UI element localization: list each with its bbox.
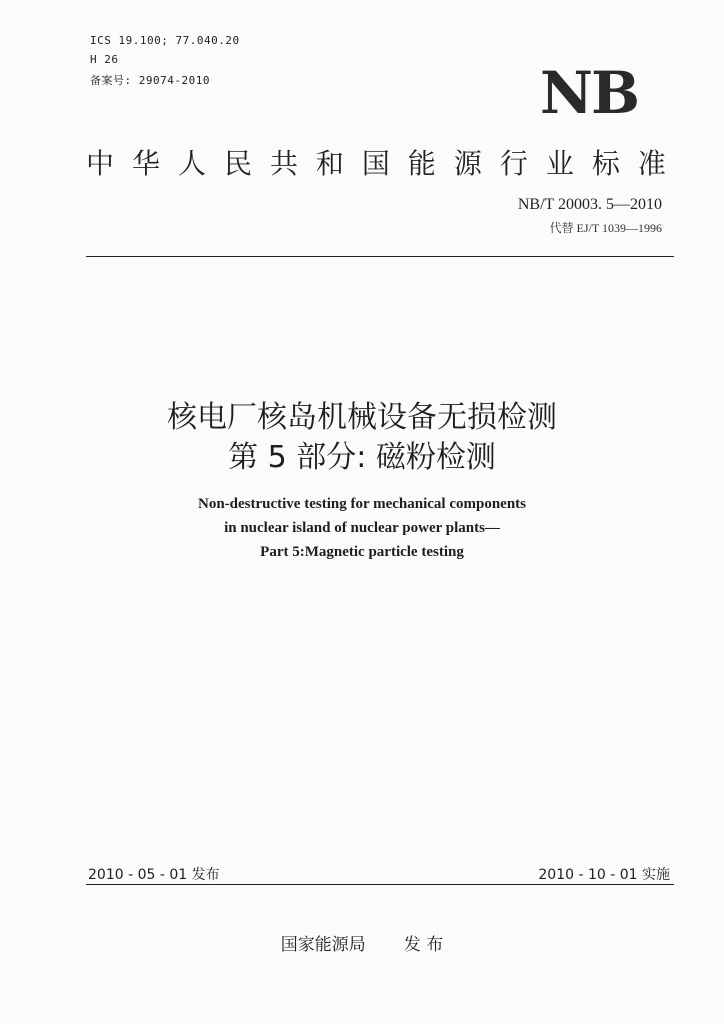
national-title-char: 民 [223, 147, 252, 180]
national-title-char: 行 [499, 147, 528, 180]
national-title-char: 业 [545, 147, 574, 180]
header-divider [86, 256, 674, 257]
national-title-char: 中 [86, 147, 115, 180]
record-number: 备案号: 29074-2010 [90, 74, 210, 87]
issuer-line [0, 930, 724, 955]
national-title-char: 源 [453, 147, 482, 180]
english-title-line-2: in nuclear island of nuclear power plants— [224, 520, 500, 536]
national-standard-title [86, 142, 666, 182]
national-title-char: 准 [637, 147, 666, 180]
ics-code: ICS 19.100; 77.040.20 [90, 34, 240, 47]
national-title-char: 国 [361, 147, 390, 180]
effective-date: 2010 - 10 - 01 实施 [538, 867, 670, 883]
classification-code: H 26 [90, 53, 119, 66]
national-title-char: 华 [131, 147, 160, 180]
national-title-char: 和 [315, 147, 344, 180]
chinese-title-line-2: 第 5 部分: 磁粉检测 [228, 440, 496, 475]
national-title-char: 共 [269, 147, 298, 180]
standard-number: NB/T 20003. 5—2010 [517, 196, 662, 213]
chinese-title-line-1: 核电厂核岛机械设备无损检测 [167, 400, 557, 435]
issue-word: 发 布 [403, 935, 444, 955]
national-title-char: 能 [407, 147, 436, 180]
english-title-line-1: Non-destructive testing for mechanical components [197, 496, 526, 512]
nb-logo: NB [539, 59, 638, 127]
replaces-standard: 代替 EJ/T 1039—1996 [549, 221, 662, 235]
issue-date: 2010 - 05 - 01 发布 [88, 867, 220, 883]
footer-divider [86, 884, 674, 885]
english-title-line-3: Part 5:Magnetic particle testing [260, 544, 464, 560]
national-title-char: 标 [591, 147, 620, 180]
issuer-name: 国家能源局 [280, 935, 366, 955]
national-title-char: 人 [177, 147, 206, 180]
